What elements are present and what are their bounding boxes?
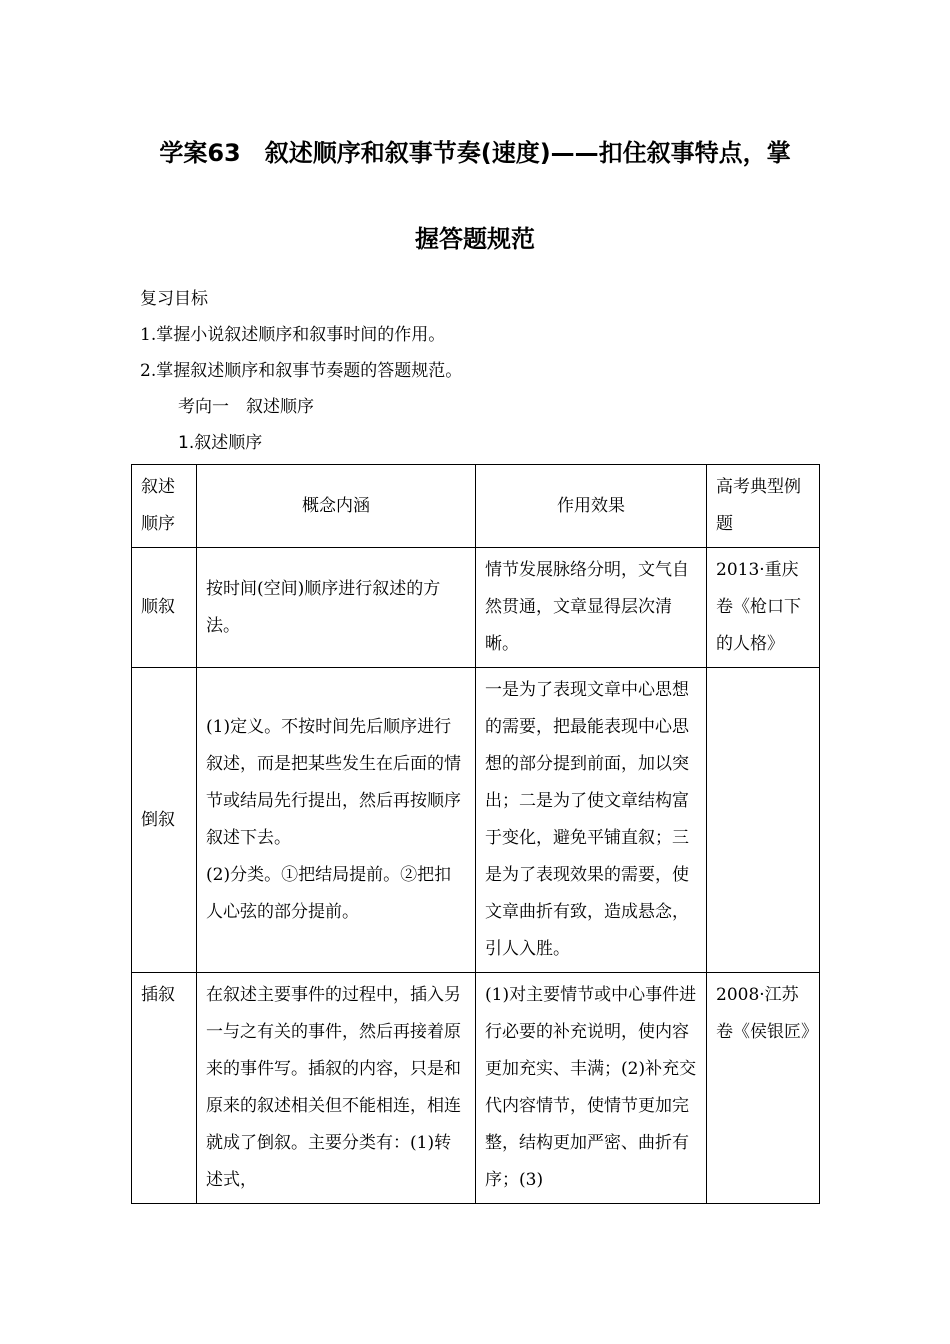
cell-order: 顺叙 [132, 548, 197, 668]
cell-effect: 情节发展脉络分明，文气自然贯通，文章显得层次清晰。 [476, 548, 707, 668]
header-order: 叙述顺序 [132, 465, 197, 548]
cell-concept: 在叙述主要事件的过程中，插入另一与之有关的事件，然后再接着原来的事件写。插叙的内容，只是和原来的叙述相关但不能相连，相连就成了倒叙。主要分类有：(1)转述式， [197, 973, 476, 1204]
cell-concept [197, 668, 476, 973]
cell-effect: (1)对主要情节或中心事件进行必要的补充说明，使内容更加充实、丰满；(2)补充交代内容情节，使情节更加完整，结构更加严密、曲折有序；(3) [476, 973, 707, 1204]
concept-definition: (1)定义。不按时间先后顺序进行叙述，而是把某些发生在后面的情节或结局先行提出，然后再按顺序叙述下去。 [206, 717, 461, 848]
cell-effect: 一是为了表现文章中心思想的需要，把最能表现中心思想的部分提到前面，加以突出；二是为了使文章结构富于变化，避免平铺直叙；三是为了表现效果的需要，使文章曲折有致，造成悬念，引人入胜。 [476, 668, 707, 973]
narrative-order-table [131, 464, 820, 1204]
cell-order: 插叙 [132, 973, 197, 1204]
goals-heading: 复习目标 [140, 289, 208, 309]
header-effect: 作用效果 [476, 465, 707, 548]
goal-1: 1.掌握小说叙述顺序和叙事时间的作用。 [140, 325, 446, 345]
table-row [132, 668, 820, 973]
table-header-row [132, 465, 820, 548]
table-row [132, 548, 820, 668]
cell-concept: 按时间(空间)顺序进行叙述的方法。 [197, 548, 476, 668]
cell-example [707, 668, 820, 973]
section-heading: 考向一 叙述顺序 [178, 397, 314, 417]
subsection-heading: 1.叙述顺序 [178, 433, 263, 453]
page-title-line-1: 学案63 叙述顺序和叙事节奏(速度)——扣住叙事特点，掌 [159, 139, 791, 167]
table-row [132, 973, 820, 1204]
header-concept: 概念内涵 [197, 465, 476, 548]
cell-order: 倒叙 [132, 668, 197, 973]
concept-classification: (2)分类。①把结局提前。②把扣人心弦的部分提前。 [206, 865, 452, 922]
cell-example: 2008·江苏卷《侯银匠》 [707, 973, 820, 1204]
goal-2: 2.掌握叙述顺序和叙事节奏题的答题规范。 [140, 361, 463, 381]
header-example: 高考典型例题 [707, 465, 820, 548]
cell-example: 2013·重庆卷《枪口下的人格》 [707, 548, 820, 668]
page-title-line-2: 握答题规范 [415, 225, 535, 253]
